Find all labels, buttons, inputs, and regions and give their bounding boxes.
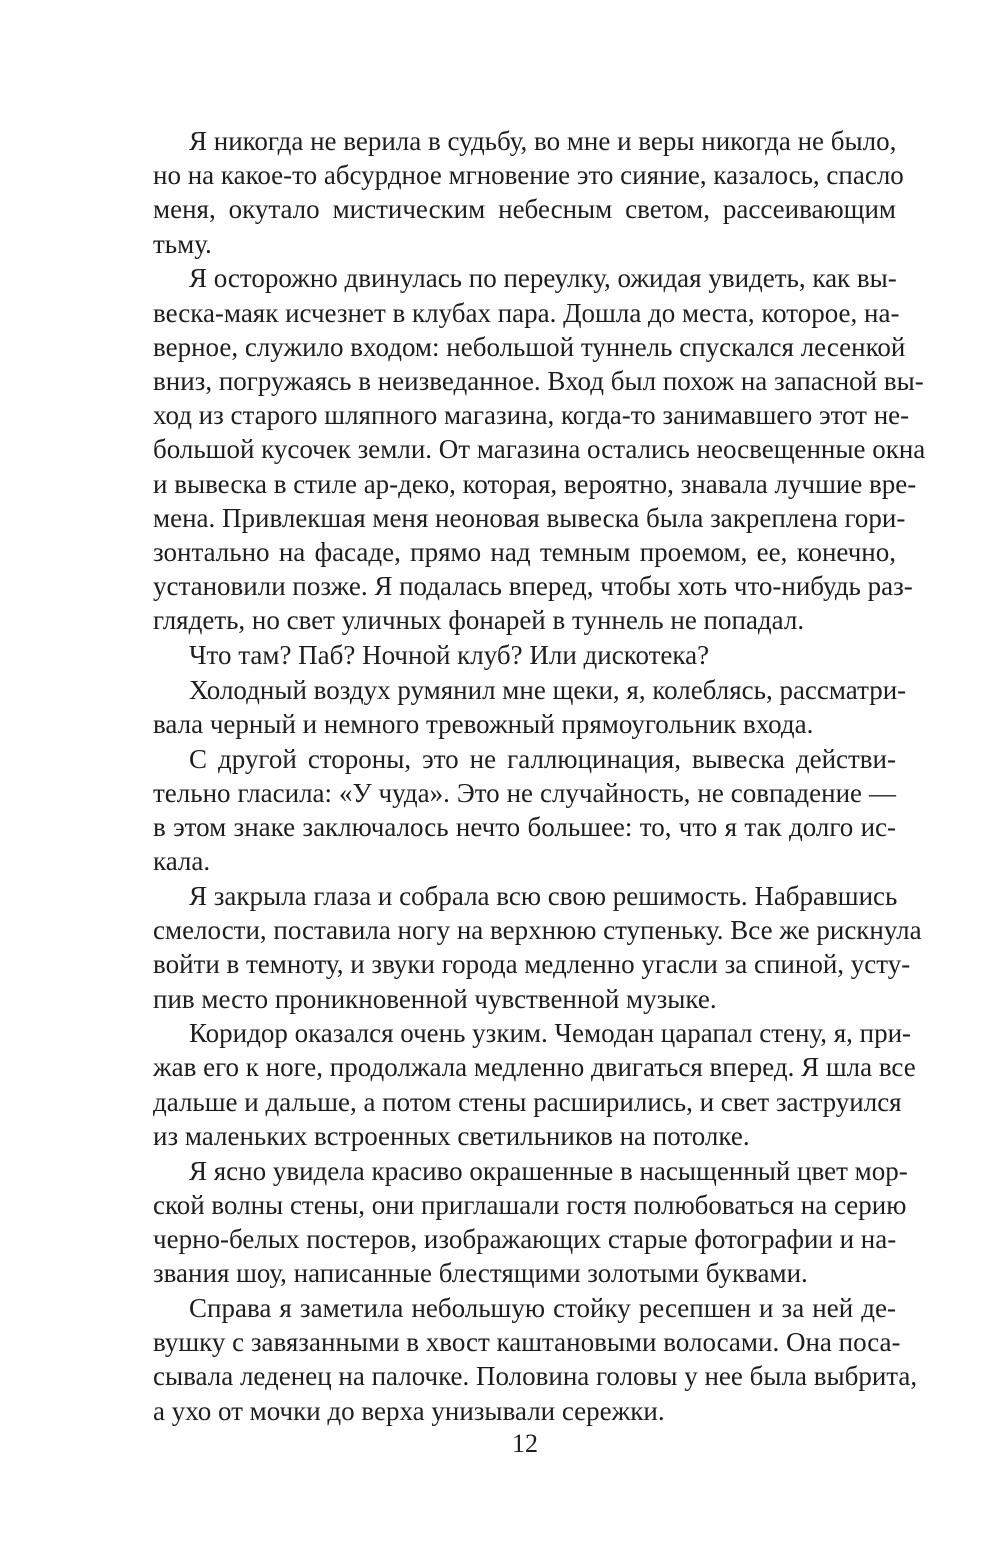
text-line: вниз, погружаясь в неизведанное. Вход был похож на запасной вы-: [153, 365, 924, 396]
text-line: жав его к ноге, продолжала медленно двигаться вперед. Я шла все: [153, 1052, 916, 1083]
text-line: Коридор оказался очень узким. Чемодан царапал стену, я, при-: [189, 1018, 912, 1049]
text-line: тьму.: [153, 228, 212, 259]
text-line: кала.: [153, 846, 211, 877]
paragraph: [153, 1154, 908, 1291]
body-text: [153, 124, 926, 1428]
paragraph: [153, 1016, 916, 1153]
text-line: мена. Привлекшая меня неоновая вывеска была закреплена гори-: [153, 502, 906, 533]
paragraph: [153, 1291, 918, 1428]
text-line: тельно гласила: «У чуда». Это не случайность, не совпадение —: [153, 777, 896, 808]
text-line: звания шоу, написанные блестящими золотыми буквами.: [153, 1258, 808, 1289]
text-line: Я осторожно двинулась по переулку, ожидая увидеть, как вы-: [189, 263, 897, 294]
text-line: Я ясно увидела красиво окрашенные в насыщенный цвет мор-: [189, 1155, 908, 1186]
text-line: войти в темноту, и звуки города медленно угасли за спиной, усту-: [153, 949, 911, 980]
text-line: установили позже. Я подалась вперед, чтобы хоть что-нибудь раз-: [153, 571, 913, 602]
paragraph: [153, 638, 896, 672]
text-line: меня, окутало мистическим небесным светом, рассеивающим: [153, 194, 896, 225]
text-line: Я закрыла глаза и собрала всю свою решимость. Набравшись: [189, 880, 898, 911]
text-line: Что там? Паб? Ночной клуб? Или дискотека?: [189, 640, 710, 671]
paragraph: [153, 742, 896, 879]
text-line: вушку с завязанными в хвост каштановыми волосами. Она поса-: [153, 1327, 901, 1358]
text-line: верное, служило входом: небольшой туннель спускался лесенкой: [153, 331, 906, 362]
text-line: Я никогда не верила в судьбу, во мне и веры никогда не было,: [189, 126, 897, 156]
text-line: большой кусочек земли. От магазина остались неосвещенные окна: [153, 434, 926, 465]
paragraph: [153, 673, 907, 741]
text-line: глядеть, но свет уличных фонарей в туннель не попадал.: [153, 605, 805, 636]
text-line: сывала леденец на палочке. Половина головы у нее была выбрита,: [153, 1361, 918, 1392]
paragraph: [153, 124, 904, 261]
text-line: дальше и дальше, а потом стены расширились, и свет заструился: [153, 1086, 902, 1117]
text-line: Справа я заметила небольшую стойку ресепшен и за ней де-: [189, 1292, 896, 1323]
text-line: зонтально на фасаде, прямо над темным проемом, ее, конечно,: [153, 536, 896, 567]
text-line: ход из старого шляпного магазина, когда-то занимавшего этот не-: [153, 400, 910, 431]
text-line: а ухо от мочки до верха унизывали сережки.: [153, 1395, 665, 1426]
text-line: из маленьких встроенных светильников на потолке.: [153, 1120, 750, 1151]
text-line: С другой стороны, это не галлюцинация, вывеска действи-: [189, 743, 896, 774]
text-line: и вывеска в стиле ар-деко, которая, вероятно, знавала лучшие вре-: [153, 468, 917, 499]
page-number: 12: [512, 1429, 538, 1458]
text-line: смелости, поставила ногу на верхнюю ступеньку. Все же рискнула: [153, 915, 922, 946]
text-line: но на какое-то абсурдное мгновение это сияние, казалось, спасло: [153, 160, 904, 191]
text-line: в этом знаке заключалось нечто большее: то, что я так долго ис-: [153, 812, 896, 843]
text-line: черно-белых постеров, изображающих старые фотографии и на-: [153, 1224, 897, 1254]
text-line: пив место проникновенной чувственной музыке.: [153, 983, 717, 1014]
text-line: ской волны стены, они приглашали гостя полюбоваться на серию: [153, 1189, 907, 1220]
text-line: Холодный воздух румянил мне щеки, я, колеблясь, рассматри-: [189, 674, 907, 705]
paragraph: [153, 261, 926, 637]
text-line: веска-маяк исчезнет в клубах пара. Дошла до места, которое, на-: [153, 297, 900, 328]
text-line: вала черный и немного тревожный прямоугольник входа.: [153, 708, 814, 739]
paragraph: [153, 879, 922, 1016]
